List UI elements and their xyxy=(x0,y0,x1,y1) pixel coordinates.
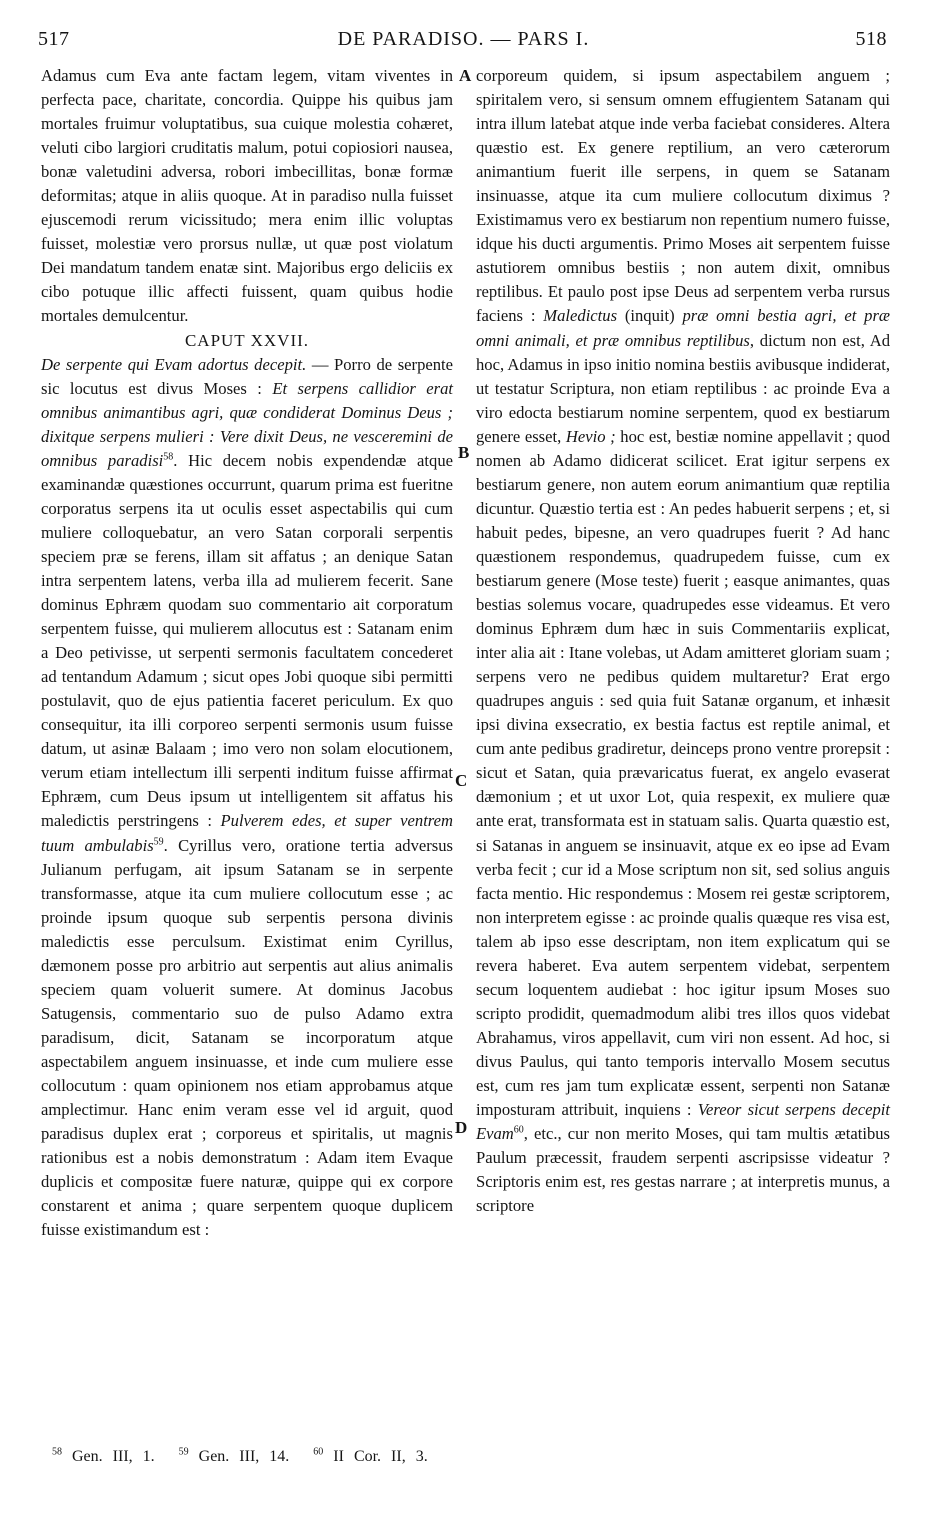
page-number-right: 518 xyxy=(855,28,887,50)
scripture-quote: Vereor sicut serpens decepit Evam xyxy=(476,1100,890,1144)
section-title: De serpente qui Evam adortus decepit. xyxy=(41,354,307,374)
margin-mark-a: A xyxy=(459,66,472,85)
footnote xyxy=(313,1448,427,1465)
footnote xyxy=(179,1448,290,1465)
footnote-text: Gen. III, 1. xyxy=(72,1448,155,1465)
footnotes xyxy=(52,1448,442,1466)
footnote-ref: 59 xyxy=(153,835,164,847)
text-run: hoc est, bestiæ nomine appellavit ; quod nomen ab Adamo didicerat scilicet. Erat igitur serpens ex bestiarum genere, non autem eorum animantium quæ reptilia dicuntur. Quæstio tertia est : An pedes habuerit serpens ; et, si habuit pedes, bipesne, an vero quadrupes fuerit ? Ad hanc quæstionem respondemus, quadrupedem fuisse, cum ex bestiarum genere (Mose teste) fuerit ; easque animantes, quas bestias solemus vocare, quadrupedes esse videamus. Et vero dominus Ephræm dum hæc in suis Commentariis explicat, inter alia ait : Itane volebas, ut Adam amitteret gloriam suam ; serpens vero ne pedibus quidem multaretur? Erat ergo quadrupes anguis : sed quia fuit Satanæ organum, et inhæsit ipsi divina exsecratio, ex bestia factus est reptile animal, et cum ante pedibus gradiretur, deinceps prono ventre prorepsit : sicut et Satan, quia prævaricatus fuerat, ex angelo evaserat dæmonium ; et ut uxor Lot, quia respexit, ex muliere quæ ante erat, transformata est in statuam salis. Quarta quæstio est, si Satanas in anguem se insinuavit, atque ex eo ipse ad Evam verba fecit ; cur id a Mose scriptum non sit, sed solius anguis facta mentio. Hic respondemus : Mosem rei gestæ scriptorem, non interpretem egisse : ac proinde qualis quæque res visa est, talem ab ipso esse descriptam, non item explicatum qui se revera haberet. Eva autem serpentem videbat, serpentem secum loquentem audiebat : hoc igitur ipsum Moses suo scripto prodidit, quemadmodum alibi tres illos quos videbat Abrahamus, viros appellavit, cum viri non essent. Ad hoc, si divus Paulus, qui tanto temporis intervallo Mosem secutus est, cum res jam tum explicatæ essent, serpenti non Satanæ imposturam attribuit, inquiens : xyxy=(476,426,890,1120)
footnote-number: 59 xyxy=(178,1446,189,1458)
running-title: DE PARADISO. — PARS I. xyxy=(337,28,590,50)
page-header xyxy=(0,28,927,58)
footnote-text: II Cor. II, 3. xyxy=(333,1448,428,1465)
page-number-left: 517 xyxy=(38,28,70,50)
paragraph-right xyxy=(476,64,890,1218)
paragraph-intro: Adamus cum Eva ante factam legem, vitam viventes in perfecta pace, charitate, concordia. Quippe his quibus jam mortales fruimur voluptatibus, sua cuique molestia cohæret, veluti cibo largiori cruditatis malum, potui copiosiori nausea, bonæ valetudini adversa, robori imbecillitas, bonæ formæ deformitas; atque in aliis quoque. At in paradiso nulla fuisset ejuscemodi rerum vicissitudo; mera enim illic voluptas fuisset, molestiæ vero prorsus nullæ, ut quæ post violatum Dei mandatum tandem enatæ sint. Majoribus ergo deliciis ex cibo potuque illic affecti fuissent, quam quibus hodie mortales demulcentur. xyxy=(41,66,453,326)
margin-mark-b: B xyxy=(458,443,470,462)
left-column xyxy=(41,64,453,1242)
chapter-heading: CAPUT XXVII. xyxy=(184,330,310,350)
footnote-ref: 58 xyxy=(163,451,174,463)
scripture-quote: præ omni bestia agri, et præ omni animali, et præ omnibus reptilibus xyxy=(476,306,890,350)
scripture-quote: Et serpens callidior erat omnibus animantibus agri, quæ condiderat Dominus Deus ; dixitque serpens mulieri : Vere dixit Deus, ne vesceremini de omnibus paradisi xyxy=(41,378,453,470)
footnote-number: 60 xyxy=(313,1446,324,1458)
paragraph-serpent xyxy=(41,353,453,1243)
text-run: , dictum non est, Ad hoc, Adamus in ipso initio nomina bestiis avibusque indiderat, ut testatur Scriptura, non etiam reptilibus : ac proinde Eva a viro edocta bestiarum nomine serpentem, quod ex bestiarum genere esset, xyxy=(476,330,890,446)
text-run: , etc., cur non merito Moses, qui tam multis ætatibus Paulum præcessit, fraudem serpenti ascripsisse videatur ? Scriptoris enim est, res gestas narrare ; at interpretis munus, a scriptore xyxy=(476,1124,890,1216)
scripture-quote: Pulverem edes, et super ventrem tuum ambulabis xyxy=(41,811,453,855)
footnote-number: 58 xyxy=(52,1446,62,1458)
text-run: corporeum quidem, si ipsum aspectabilem anguem ; spiritalem vero, si sensum omnem effugientem Satanam qui intra illum latebat atque inde verba faciebat consideres. Altera quæstio est. Ex genere reptilium, an vero cæterorum animantium fuerit ille serpens, in quem se Satanam insinuasse, atque ita cum muliere collocutum diximus ? Existimamus vero ex bestiarum non repentium numero fuisse, idque his ducti argumentis. Primo Moses ait serpentem fuisse astutiorem omnibus bestiis ; non autem dixit, omnibus reptilibus. Et paulo post ipse Deus ad serpentem verba rursus faciens : xyxy=(476,66,890,326)
text-run: . Hic decem nobis expendendæ atque examinandæ quæstiones occurrunt, quarum prima est fueritne corporatus serpens ita ut oculis esset aspectabilis qui cum muliere colloquebatur, an vero Satan corporali serpentis speciem præ se ferens, illam sit affatus ; an denique Satan intra serpentem latens, verba illa ad mulierem fecerit. Sane dominus Ephræm quodam suo commentario ait corporatum serpentem fuisse, qui mulierem allocutus est : Satanam enim a Deo petivisse, ut serpenti sermonis facultatem concederet ad tentandum Adamum ; sicut opes Jobi quoque sibi permitti postulavit, quo de ejus patientia faceret periculum. Ex quo consequitur, ita illi corporeo serpenti sermonis usum fuisse datum, ut asinæ Balaam ; imo vero non solam elocutionem, verum etiam intellectum illi serpenti inditum fuisse affirmat Ephræm, cum Deus ipsum ut intelligentem sit affatus his maledictis perstringens : xyxy=(41,450,453,831)
margin-mark-c: C xyxy=(455,771,468,790)
text-run: — Porro de serpente sic locutus est divus Moses : xyxy=(41,354,453,398)
footnote-text: Gen. III, 14. xyxy=(198,1448,290,1465)
text-run: (inquit) xyxy=(617,306,683,326)
right-column xyxy=(476,64,890,1218)
text-run: . Cyrillus vero, oratione tertia adversus Julianum perfugam, ait ipsum Satanam se in serpente transformasse, atque ita cum muliere collocutum esse ; ac proinde ipsum quoque sub serpentis persona divinis maledictis esse perculsum. Existimat enim Cyrillus, dæmonem posse pro arbitrio aut serpentis aut alius animalis speciem quam voluerit sumere. At dominus Jacobus Satugensis, commentario suo de pulso Adamo extra paradisum, dicit, Satanam se incorporatum atque aspectabilem anguem insinuasse, et inde cum muliere esse collocutum : quam opinionem nos etiam approbamus atque amplectimur. Hanc enim veram esse vel id arguit, quod paradisus duplex erat ; corporeus et spiritalis, ut magnis rationibus est a nobis demonstratum : Adam item Evaque duplicis et compositæ fuere naturæ, quippe qui ex corpore constarent et anima ; quare serpentem quoque duplicem fuisse existimandum est : xyxy=(41,835,453,1240)
scripture-quote: Maledictus xyxy=(543,306,618,326)
footnote xyxy=(52,1448,155,1465)
hebrew-word: Hevio ; xyxy=(565,426,616,446)
margin-mark-d: D xyxy=(455,1118,468,1137)
footnote-ref: 60 xyxy=(513,1124,524,1136)
